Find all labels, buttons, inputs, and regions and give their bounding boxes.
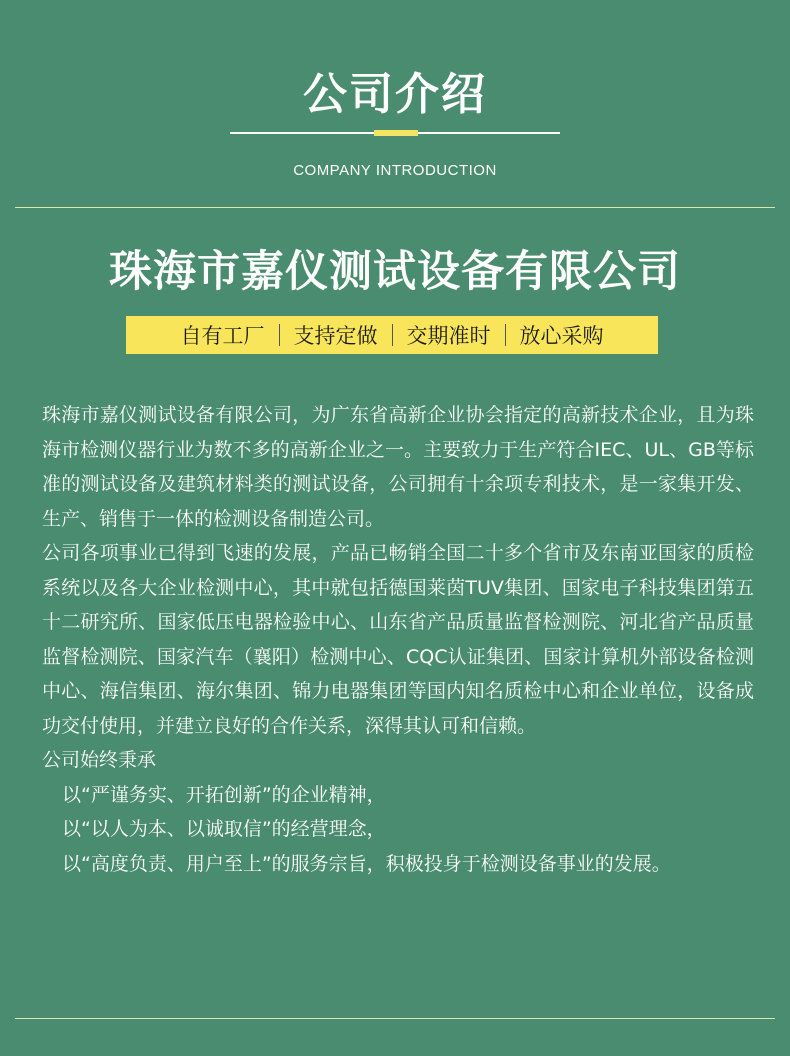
philosophy-concept: 以“以人为本、以诚取信”的经营理念，: [62, 818, 386, 840]
title-accent-bar: [374, 130, 418, 136]
feature-bar: [126, 316, 658, 354]
philosophy-service: 以“高度负责、用户至上”的服务宗旨，积极投身于检测设备事业的发展。: [62, 852, 671, 875]
feature-customization: 支持定做: [293, 324, 378, 348]
page-title: 公司介绍: [303, 69, 487, 120]
philosophy-heading: 公司始终秉承: [42, 749, 157, 771]
feature-safe-purchase: 放心采购: [519, 324, 604, 348]
feature-own-factory: 自有工厂: [180, 324, 265, 348]
feature-on-time-delivery: 交期准时: [406, 324, 491, 348]
development-paragraph: 公司各项事业已得到飞速的发展，产品已畅销全国二十多个省市及东南亚国家的质检系统以及各大企业检测中心，其中就包括德国莱茵TUV集团、国家电子科技集团第五十二研究所、国家低压电器检验中心、山东省产品质量监督检测院、河北省产品质量监督检测院、国家汽车（襄阳）检测中心、CQC认证集团、国家计算机外部设备检测中心、海信集团、海尔集团、锦力电器集团等国内知名质检中心和企业单位，设备成功交付使用，并建立良好的合作关系，深得其认可和信赖。: [42, 542, 754, 737]
intro-paragraph: 珠海市嘉仪测试设备有限公司，为广东省高新企业协会指定的高新技术企业，且为珠海市检测仪器行业为数不多的高新企业之一。主要致力于生产符合IEC、UL、GB等标准的测试设备及建筑材料类的测试设备，公司拥有十余项专利技术，是一家集开发、生产、销售于一体的检测设备制造公司。: [42, 404, 754, 530]
page-subtitle: COMPANY INTRODUCTION: [293, 162, 497, 179]
bottom-divider: [15, 1018, 775, 1019]
company-description: [42, 398, 754, 881]
top-divider: [15, 207, 775, 208]
company-name: 珠海市嘉仪测试设备有限公司: [109, 247, 681, 297]
philosophy-spirit: 以“严谨务实、开拓创新”的企业精神，: [62, 783, 386, 806]
